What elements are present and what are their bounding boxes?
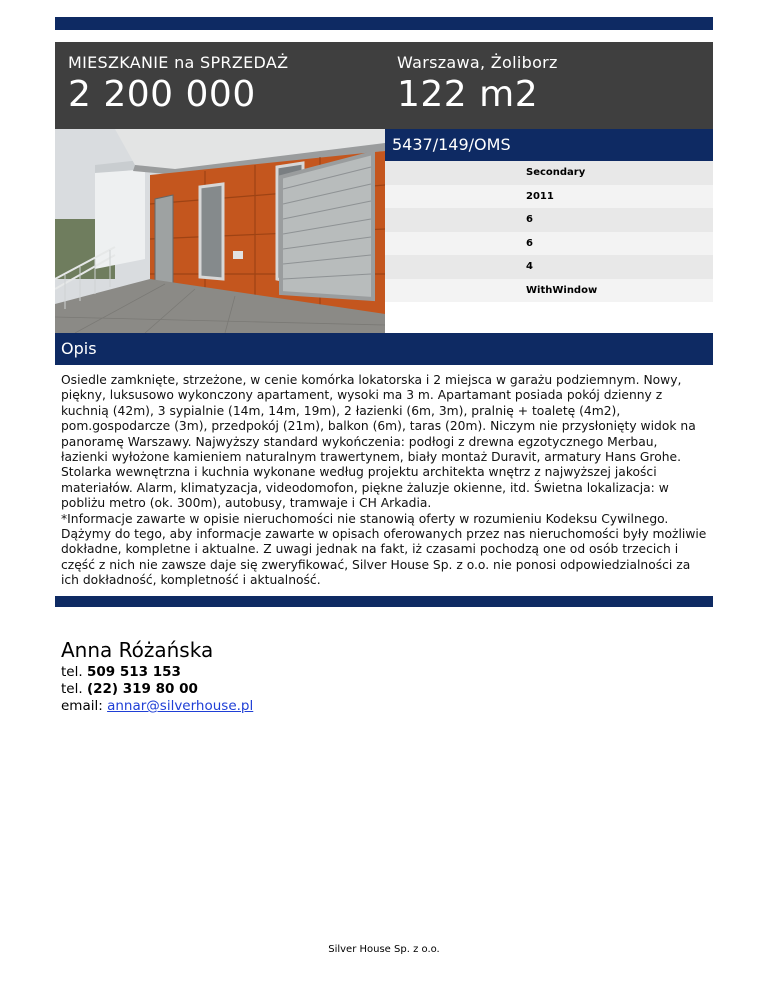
email-line <box>61 698 253 715</box>
area: 122 m2 <box>397 74 539 115</box>
footer-company: Silver House Sp. z o.o. <box>328 944 440 955</box>
detail-kitchen: WithWindow <box>385 279 713 303</box>
photo-illustration <box>55 129 385 333</box>
details-panel <box>385 129 713 302</box>
header-left <box>68 53 288 115</box>
disclaimer-paragraph: *Informacje zawarte w opisie nieruchomości nie stanowią oferty w rozumieniu Kodeksu Cywilnego. Dążymy do tego, aby informacje zawarte w opisach oferowanych przez nas nieruchomości były możliwie dokładne, kompletne i aktualne. Z uwagi jednak na fakt, iż czasami pochodzą one od osób trzecich i część z nich nie zawsze daje się zweryfikować, Silver House Sp. z o.o. nie ponosi odpowiedzialności za ich dokładność, kompletność i aktualność. <box>61 511 707 588</box>
phone-office: (22) 319 80 00 <box>86 681 198 697</box>
description-text <box>55 365 713 589</box>
detail-floor: 6 <box>385 208 713 232</box>
phone-line-2 <box>61 681 253 698</box>
top-bar <box>55 17 713 30</box>
price: 2 200 000 <box>68 74 256 115</box>
detail-floors: 6 <box>385 232 713 256</box>
header-right <box>397 53 558 115</box>
email-link[interactable]: annar@silverhouse.pl <box>107 698 254 714</box>
agent-name: Anna Różańska <box>61 638 214 662</box>
detail-market: Secondary <box>385 161 713 185</box>
phone-line-1 <box>61 664 253 681</box>
email-label: email: <box>61 698 108 714</box>
reference-number: 5437/149/OMS <box>385 129 713 161</box>
tel-label: tel. <box>61 681 87 697</box>
detail-rooms: 4 <box>385 255 713 279</box>
phone-mobile: 509 513 153 <box>86 664 181 680</box>
listing-page <box>55 17 713 607</box>
description-heading: Opis <box>55 333 713 365</box>
detail-year: 2011 <box>385 185 713 209</box>
photo-and-details <box>55 129 713 333</box>
description-paragraph: Osiedle zamknięte, strzeżone, w cenie komórka lokatorska i 2 miejsca w garażu podziemnym. Nowy, piękny, luksusowo wykonczony apartament, wysoki ma 3 m. Apartamant posiada pokój dzienny z kuchnią (42m), 3 sypialnie (14m, 14m, 19m), 2 łazienki (6m, 3m), pralnię + toaletę (4m2), pom.gospodarcze (3m), przedpokój (21m), balkon (6m), taras (20m). Niczym nie przysłonięty widok na panoramę Warszawy. Najwyższy standard wykończenia: podłogi z drewna egzotycznego Merbau, łazienki wyłożone kamieniem naturalnym trawertynem, biały montaż Duravit, armatury Hans Grohe. Stolarka wewnętrzna i kuchnia wykonane według projektu architekta wnętrz z najwyższej jakości materiałów. Alarm, klimatyzacja, videodomofon, piękne żaluzje okienne, itd. Świetna lokalizacja: w pobliżu metro (ok. 300m), autobusy, tramwaje i CH Arkadia. <box>61 373 696 511</box>
bottom-bar <box>55 596 713 607</box>
building-balcony-photo <box>55 129 385 333</box>
location: Warszawa, Żoliborz <box>397 53 558 72</box>
agent-contact <box>61 638 253 715</box>
offer-type: MIESZKANIE na SPRZEDAŻ <box>68 53 289 72</box>
listing-header <box>55 42 713 129</box>
tel-label: tel. <box>61 664 87 680</box>
